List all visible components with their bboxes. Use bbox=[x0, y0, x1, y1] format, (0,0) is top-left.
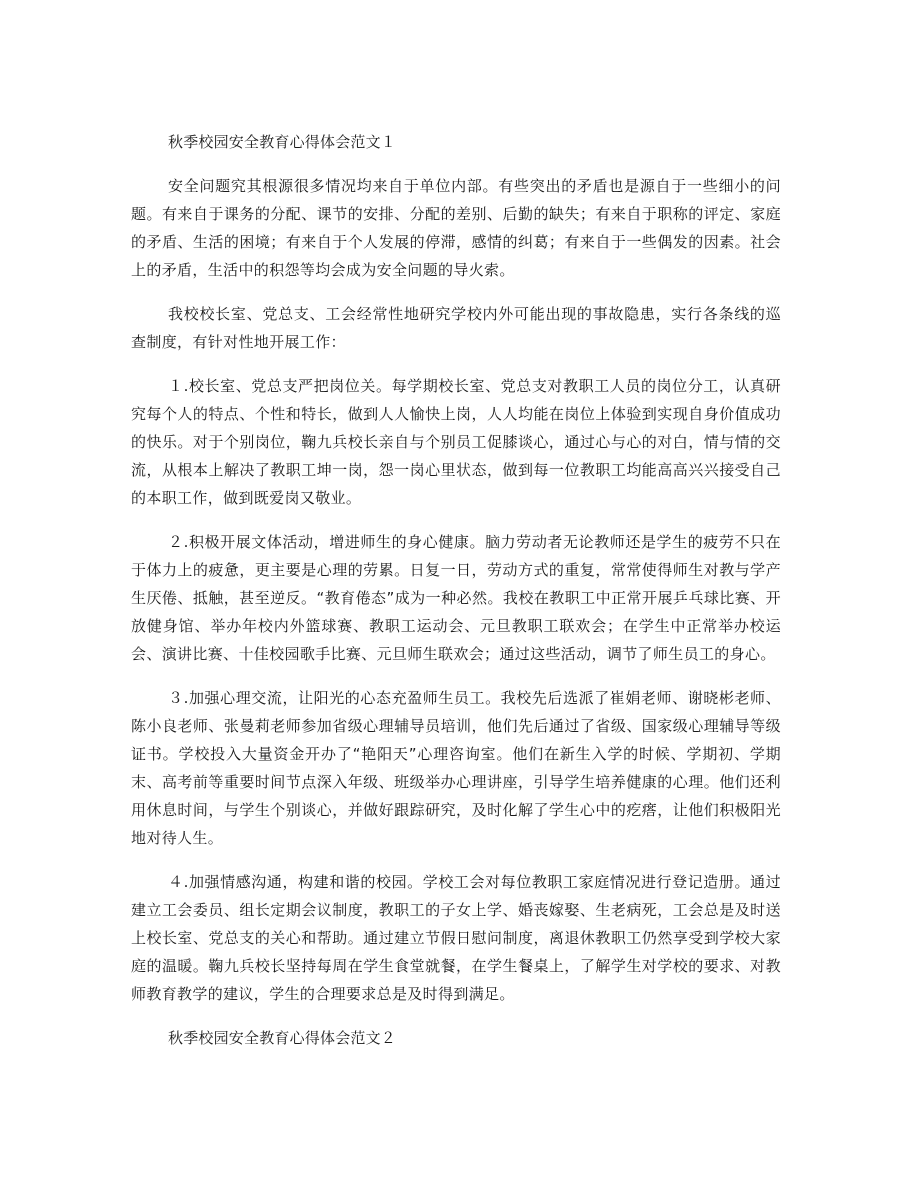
document-body bbox=[131, 128, 781, 1068]
paragraph-intro: 安全问题究其根源很多情况均来自于单位内部。有些突出的矛盾也是源自于一些细小的问题。有来自于课务的分配、课节的安排、分配的差别、后勤的缺失；有来自于职称的评定、家庭的矛盾、生活的困境；有来自于个人发展的停滞，感情的纠葛；有来自于一些偶发的因素。社会上的矛盾，生活中的积怨等均会成为安全问题的导火索。 bbox=[131, 177, 781, 279]
paragraph-item-3: ３.加强心理交流，让阳光的心态充盈师生员工。我校先后选派了崔娟老师、谢晓彬老师、陈小良老师、张曼莉老师参加省级心理辅导员培训，他们先后通过了省级、国家级心理辅导等级证书。学校投入大量资金开办了“艳阳天”心理咨询室。他们在新生入学的时候、学期初、学期末、高考前等重要时间节点深入年级、班级举办心理讲座，引导学生培养健康的心理。他们还利用休息时间，与学生个别谈心，并做好跟踪研究，及时化解了学生心中的疙瘩，让他们积极阳光地对待人生。 bbox=[131, 689, 781, 847]
paragraph-item-1: １.校长室、党总支严把岗位关。每学期校长室、党总支对教职工人员的岗位分工，认真研究每个人的特点、个性和特长，做到人人愉快上岗，人人均能在岗位上体验到实现自身价值成功的快乐。对于个别岗位，鞠九兵校长亲自与个别员工促膝谈心，通过心与心的对白，情与情的交流，从根本上解决了教职工坤一岗，怨一岗心里状态，做到每一位教职工均能高高兴兴接受自己的本职工作，做到既爱岗又敬业。 bbox=[131, 377, 781, 507]
paragraph-item-4: ４.加强情感沟通，构建和谐的校园。学校工会对每位教职工家庭情况进行登记造册。通过建立工会委员、组长定期会议制度，教职工的子女上学、婚丧嫁娶、生老病死，工会总是及时送上校长室、党总支的关心和帮助。通过建立节假日慰问制度，离退休教职工仍然享受到学校大家庭的温暖。鞠九兵校长坚持每周在学生食堂就餐，在学生餐桌上，了解学生对学校的要求、对教师教育教学的建议，学生的合理要求总是及时得到满足。 bbox=[131, 873, 781, 1003]
section-heading-2: 秋季校园安全教育心得体会范文２ bbox=[168, 1029, 397, 1047]
paragraph-measures: 我校校长室、党总支、工会经常性地研究学校内外可能出现的事故隐患，实行各条线的巡查制度，有针对性地开展工作： bbox=[131, 305, 781, 351]
section-heading-1: 秋季校园安全教育心得体会范文１ bbox=[168, 133, 397, 151]
paragraph-item-2: ２.积极开展文体活动，增进师生的身心健康。脑力劳动者无论教师还是学生的疲劳不只在于体力上的疲惫，更主要是心理的劳累。日复一日，劳动方式的重复，常常使得师生对教与学产生厌倦、抵触，甚至逆反。“教育倦态”成为一种必然。我校在教职工中正常开展乒乓球比赛、开放健身馆、举办年校内外篮球赛、教职工运动会、元旦教职工联欢会；在学生中正常举办校运会、演讲比赛、十佳校园歌手比赛、元旦师生联欢会；通过这些活动，调节了师生员工的身心。 bbox=[131, 533, 781, 663]
